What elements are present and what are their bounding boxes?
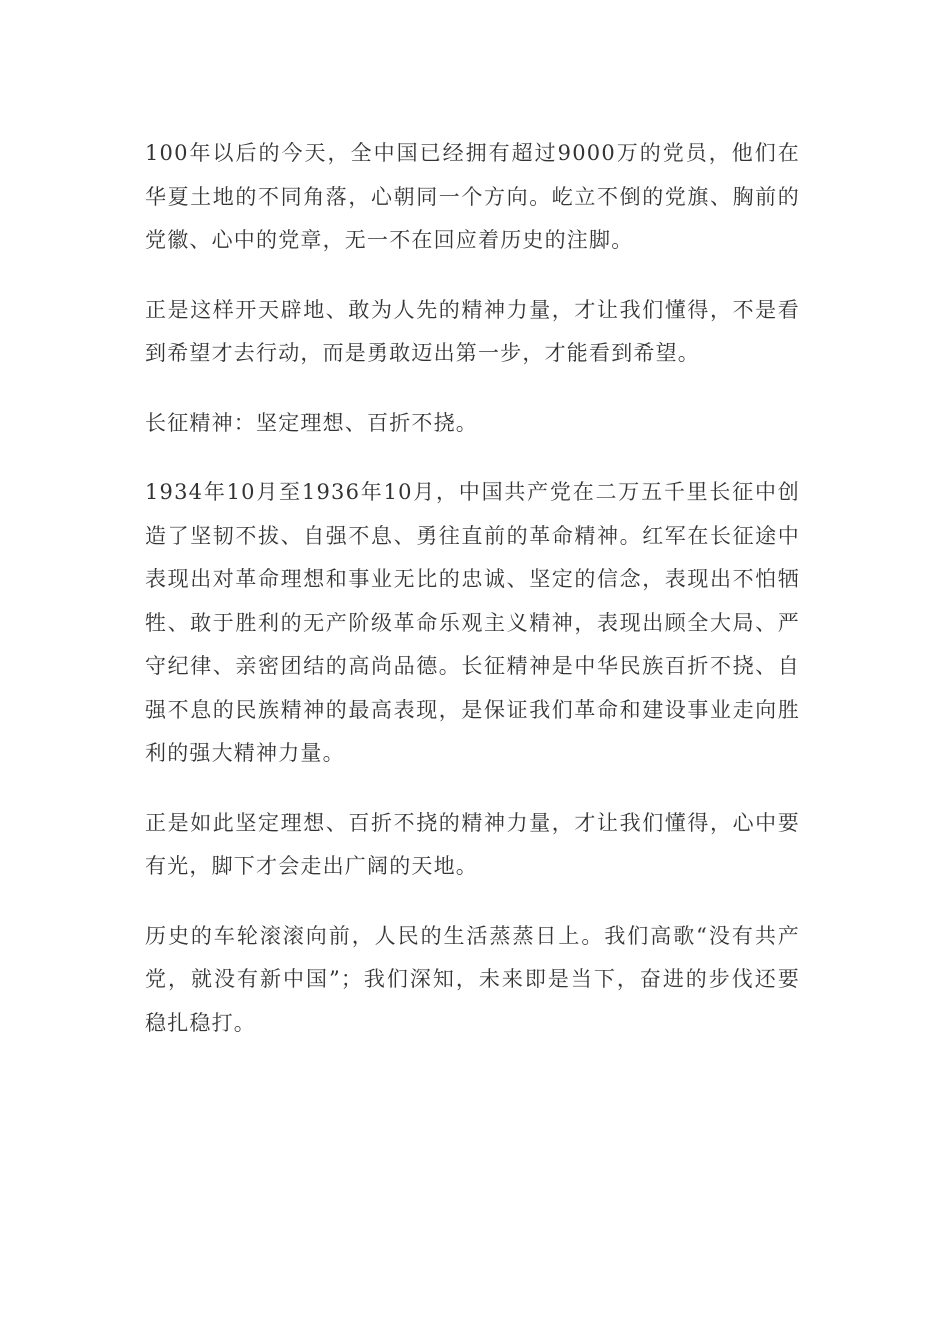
paragraph-5: 正是如此坚定理想、百折不挠的精神力量，才让我们懂得，心中要有光，脚下才会走出广阔的天地。 [145,810,800,878]
paragraph-1: 100年以后的今天，全中国已经拥有超过9000万的党员，他们在华夏土地的不同角落，心朝同一个方向。屹立不倒的党旗、胸前的党徽、心中的党章，无一不在回应着历史的注脚。 [145,141,800,252]
paragraph-2: 正是这样开天辟地、敢为人先的精神力量，才让我们懂得，不是看到希望才去行动，而是勇敢迈出第一步，才能看到希望。 [145,297,800,365]
paragraph-4: 1934年10月至1936年10月，中国共产党在二万五千里长征中创造了坚韧不拔、自强不息、勇往直前的革命精神。红军在长征途中表现出对革命理想和事业无比的忠诚、坚定的信念，表现出不怕牺牲、敢于胜利的无产阶级革命乐观主义精神，表现出顾全大局、严守纪律、亲密团结的高尚品德。长征精神是中华民族百折不挠、自强不息的民族精神的最高表现，是保证我们革命和建设事业走向胜利的强大精神力量。 [145,480,800,765]
paragraph-3-heading: 长征精神：坚定理想、百折不挠。 [145,410,478,435]
paragraph-6: 历史的车轮滚滚向前，人民的生活蒸蒸日上。我们高歌“没有共产党，就没有新中国”；我们深知，未来即是当下，奋进的步伐还要稳扎稳打。 [145,923,800,1035]
document-body [145,132,800,1071]
